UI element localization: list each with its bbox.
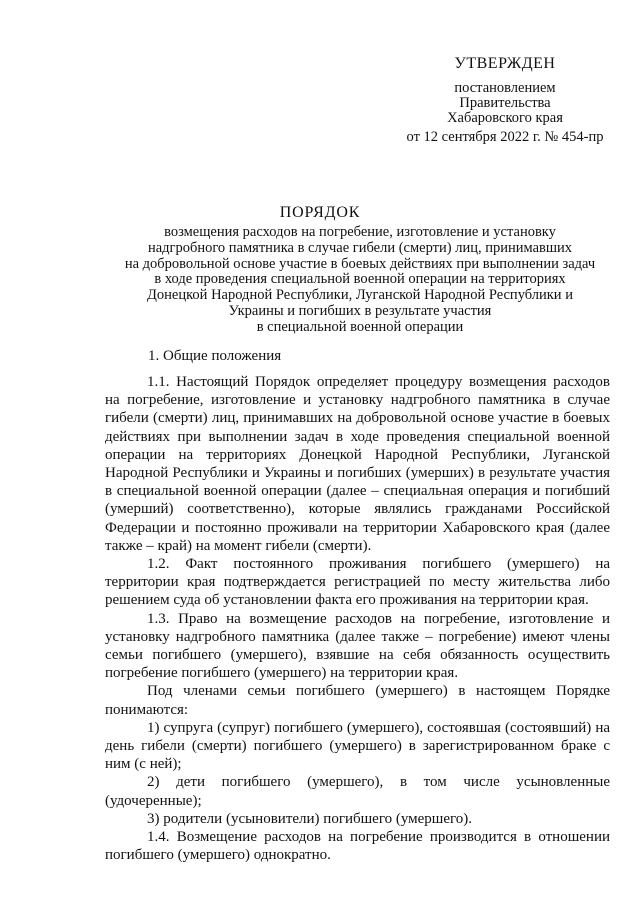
section-heading: 1. Общие положения	[148, 348, 282, 364]
subtitle-line: в специальной военной операции	[256, 318, 464, 335]
paragraph: Под членами семьи погибшего (умершего) в настоящем Порядке понимаются:	[105, 683, 610, 718]
subtitle-line: на добровольной основе участие в боевых действиях при выполнении задач	[124, 255, 596, 272]
subtitle-line: возмещения расходов на погребение, изготовление и установку	[164, 224, 556, 240]
paragraph: 1.1. Настоящий Порядок определяет процедуру возмещения расходов на погребение, изготовление и установку надгробного памятника в случае гибели (смерти) лиц, принимавших на добровольной основе участие в боевых действиях при выполнении задач в ходе проведения специальной военной операции на территориях Донецкой Народной Республики, Луганской Народной Республики и Украины и погибших (умерших) в результате участия в специальной военной операции (далее – специальная операция и погибший (умерший) соответственно), которые являлись гражданами Российской Федерации и постоянно проживали на территории Хабаровского края (далее также – край) на момент гибели (смерти).	[105, 374, 610, 554]
document-subtitle	[100, 225, 620, 336]
subtitle-line: Украины и погибших в результате участия	[228, 302, 492, 319]
paragraph: 3) родители (усыновители) погибшего (умершего).	[147, 810, 473, 827]
paragraph: 1) супруга (супруг) погибшего (умершего), состоявшая (состоявший) на день гибели (смерти) погибшего (умершего) в зарегистрированном браке с ним (с ней);	[105, 719, 610, 773]
subtitle-line: в ходе проведения специальной военной операции на территориях	[154, 271, 566, 288]
approval-line: Хабаровского края	[447, 110, 563, 126]
approval-stamp	[390, 56, 620, 145]
paragraph: 1.3. Право на возмещение расходов на погребение, изготовление и установку надгробного памятника (далее также – погребение) имеют члены семьи погибшего (умершего), взявшие на себя обязанность осуществить погребение погибшего (умершего) на территории края.	[105, 610, 610, 682]
subtitle-line: Донецкой Народной Республики, Луганской Народной Республики и	[147, 287, 573, 304]
subtitle-line: надгробного памятника в случае гибели (смерти) лиц, принимавших	[147, 239, 573, 256]
approval-line: Правительства	[459, 95, 551, 111]
paragraph: 2) дети погибшего (умершего), в том числе усыновленные (удочеренные);	[105, 774, 610, 809]
approval-heading: УТВЕРЖДЕН	[454, 55, 556, 72]
paragraph: 1.2. Факт постоянного проживания погибшего (умершего) на территории края подтверждается регистрацией по месту жительства либо решением суда об установлении факта его проживания на территории края.	[105, 556, 610, 609]
section-body	[105, 373, 610, 864]
approval-line: постановлением	[454, 80, 556, 96]
paragraph: 1.4. Возмещение расходов на погребение производится в отношении погибшего (умершего) однократно.	[105, 829, 610, 864]
approval-date: от 12 сентября 2022 г. № 454-пр	[406, 129, 604, 145]
document-title: ПОРЯДОК	[279, 204, 361, 221]
